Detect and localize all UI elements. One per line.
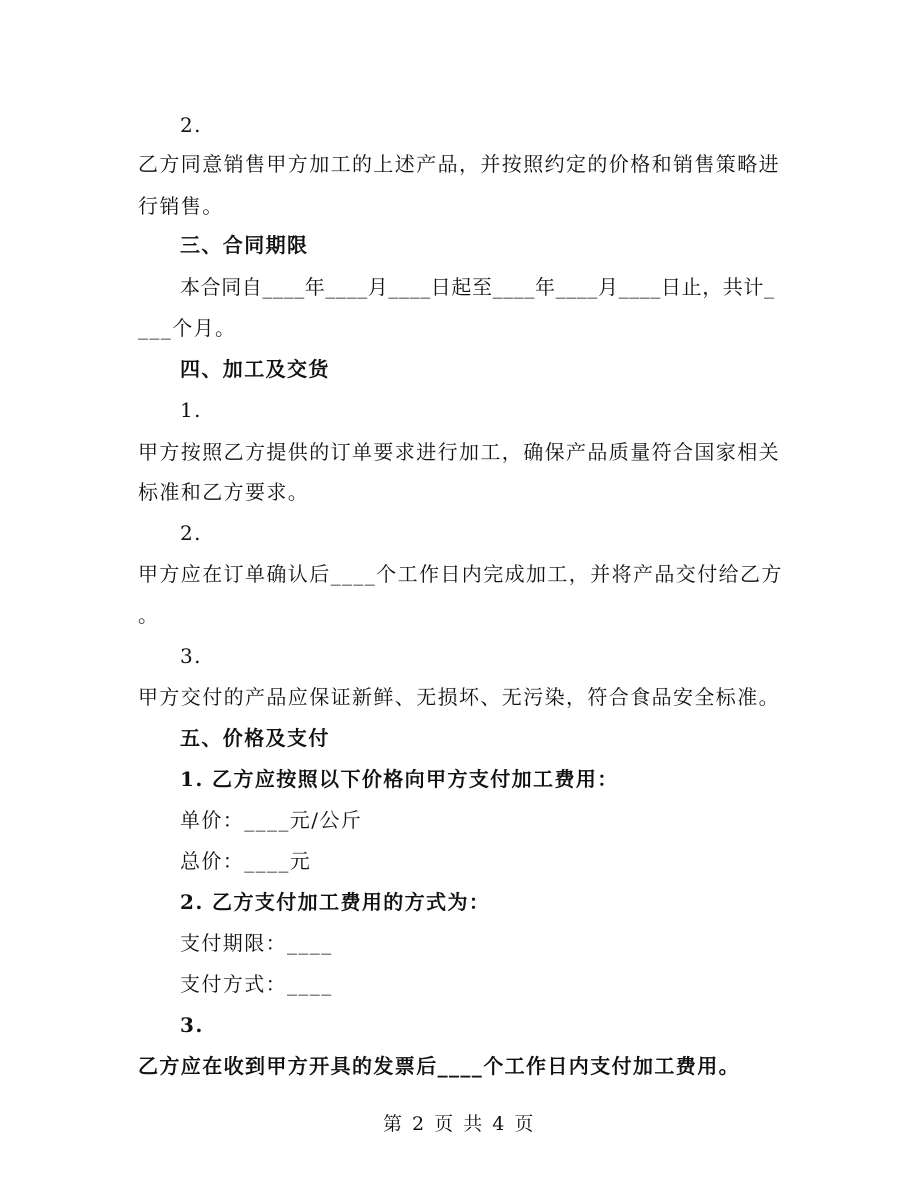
- paragraph-text: 甲方应在订单确认后____个工作日内完成加工，并将产品交付给乙方: [138, 562, 783, 586]
- item-number: 1.: [180, 398, 202, 422]
- sub-heading: 2. 乙方支付加工费用的方式为：: [180, 890, 491, 914]
- page-footer: 第 2 页 共 4 页: [383, 1113, 536, 1135]
- paragraph-text: 乙方同意销售甲方加工的上述产品，并按照约定的价格和销售策略进: [138, 152, 780, 176]
- item-number: 2.: [180, 521, 202, 545]
- paragraph-text: 标准和乙方要求。: [138, 480, 310, 504]
- paragraph-text: 甲方交付的产品应保证新鲜、无损坏、无污染，符合食品安全标准。: [138, 685, 780, 709]
- item-number: 3.: [180, 1013, 204, 1037]
- field-line: 单价：____元/公斤: [180, 808, 363, 832]
- section-heading: 五、价格及支付: [180, 726, 330, 750]
- paragraph-text: ___个月。: [138, 316, 237, 340]
- paragraph-text: 甲方按照乙方提供的订单要求进行加工，确保产品质量符合国家相关: [138, 440, 780, 464]
- paragraph-text: 行销售。: [138, 194, 224, 218]
- paragraph-text: 。: [138, 603, 160, 627]
- section-heading: 四、加工及交货: [180, 357, 330, 381]
- section-heading: 三、合同期限: [180, 233, 309, 257]
- paragraph-text: 本合同自____年____月____日起至____年____月____日止，共计_: [180, 275, 775, 299]
- item-number: 2.: [180, 113, 202, 137]
- paragraph-text: 乙方应在收到甲方开具的发票后____个工作日内支付加工费用。: [138, 1054, 740, 1078]
- sub-heading: 1. 乙方应按照以下价格向甲方支付加工费用：: [180, 767, 619, 791]
- item-number: 3.: [180, 644, 202, 668]
- field-line: 支付方式：____: [180, 972, 333, 996]
- field-line: 总价：____元: [180, 849, 312, 873]
- field-line: 支付期限：____: [180, 931, 333, 955]
